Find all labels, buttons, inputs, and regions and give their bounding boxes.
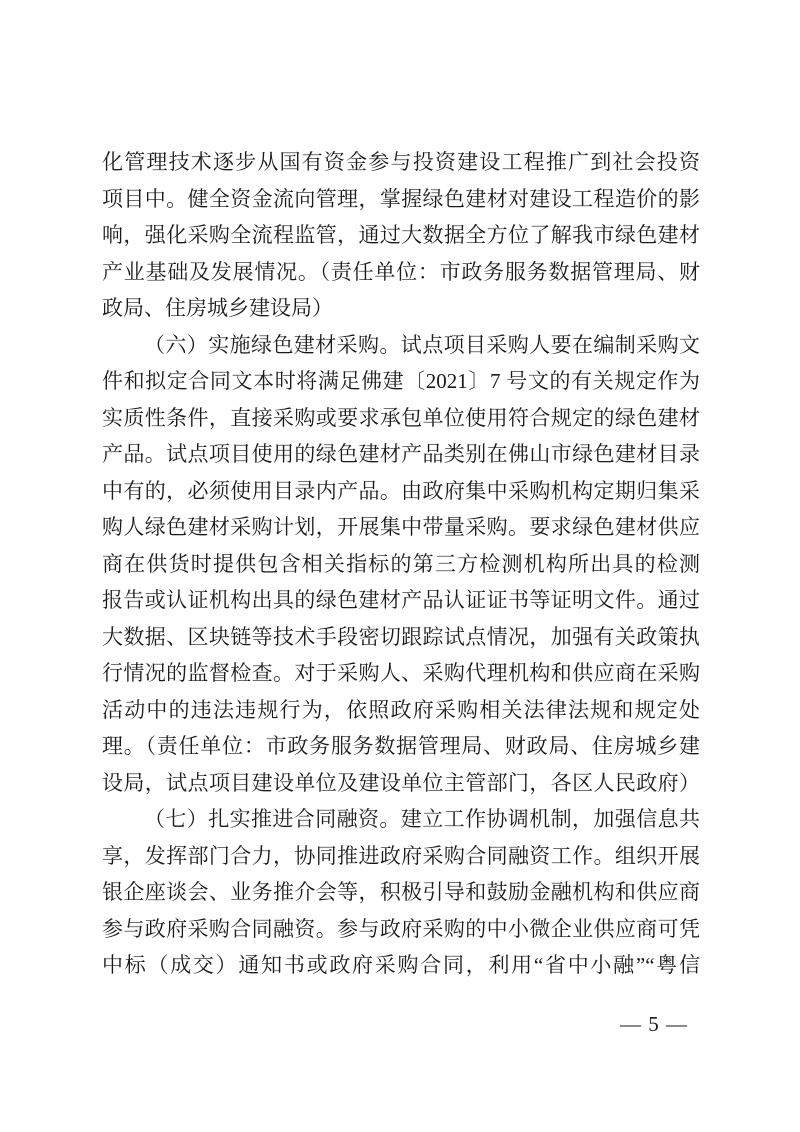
- text-line: 化管理技术逐步从国有资金参与投资建设工程推广到社会投资: [102, 150, 700, 174]
- text-line: 政局、住房城乡建设局）: [102, 296, 333, 320]
- text-line: 理。（责任单位：市政务服务数据管理局、财政局、住房城乡建: [102, 734, 700, 758]
- text-line: 行情况的监督检查。对于采购人、采购代理机构和供应商在采购: [102, 661, 700, 685]
- text-line: （七）扎实推进合同融资。建立工作协调机制，加强信息共: [144, 807, 700, 831]
- page-number: — 5 —: [620, 1012, 688, 1036]
- text-line: 设局，试点项目建设单位及建设单位主管部门，各区人民政府）: [102, 770, 700, 795]
- text-line: 享，发挥部门合力，协同推进政府采购合同融资工作。组织开展: [102, 843, 700, 868]
- text-line: 响，强化采购全流程监管，通过大数据全方位了解我市绿色建材: [102, 223, 700, 247]
- text-line: 件和拟定合同文本时将满足佛建〔2021〕7 号文的有关规定作为: [102, 369, 700, 393]
- body-text: [102, 144, 700, 984]
- text-line: 报告或认证机构出具的绿色建材产品认证证书等证明文件。通过: [102, 588, 700, 612]
- text-line: 购人绿色建材采购计划，开展集中带量采购。要求绿色建材供应: [102, 515, 700, 539]
- text-line: 实质性条件，直接采购或要求承包单位使用符合规定的绿色建材: [102, 405, 700, 430]
- text-line: 活动中的违法违规行为，依照政府采购相关法律法规和规定处: [102, 697, 700, 722]
- text-line: 项目中。健全资金流向管理，掌握绿色建材对建设工程造价的影: [102, 186, 700, 211]
- text-line: 产品。试点项目使用的绿色建材产品类别在佛山市绿色建材目录: [102, 442, 700, 466]
- text-line: 商在供货时提供包含相关指标的第三方检测机构所出具的检测: [102, 551, 700, 576]
- text-line: 中标（成交）通知书或政府采购合同，利用“省中小融”“粤信: [102, 953, 700, 977]
- text-line: 银企座谈会、业务推介会等，积极引导和鼓励金融机构和供应商: [102, 880, 700, 904]
- text-line: 参与政府采购合同融资。参与政府采购的中小微企业供应商可凭: [102, 916, 700, 941]
- text-line: 产业基础及发展情况。（责任单位：市政务服务数据管理局、财: [102, 259, 700, 284]
- text-line: 大数据、区块链等技术手段密切跟踪试点情况，加强有关政策执: [102, 624, 700, 649]
- text-line: 中有的，必须使用目录内产品。由政府集中采购机构定期归集采: [102, 478, 700, 503]
- text-line: （六）实施绿色建材采购。试点项目采购人要在编制采购文: [144, 332, 700, 357]
